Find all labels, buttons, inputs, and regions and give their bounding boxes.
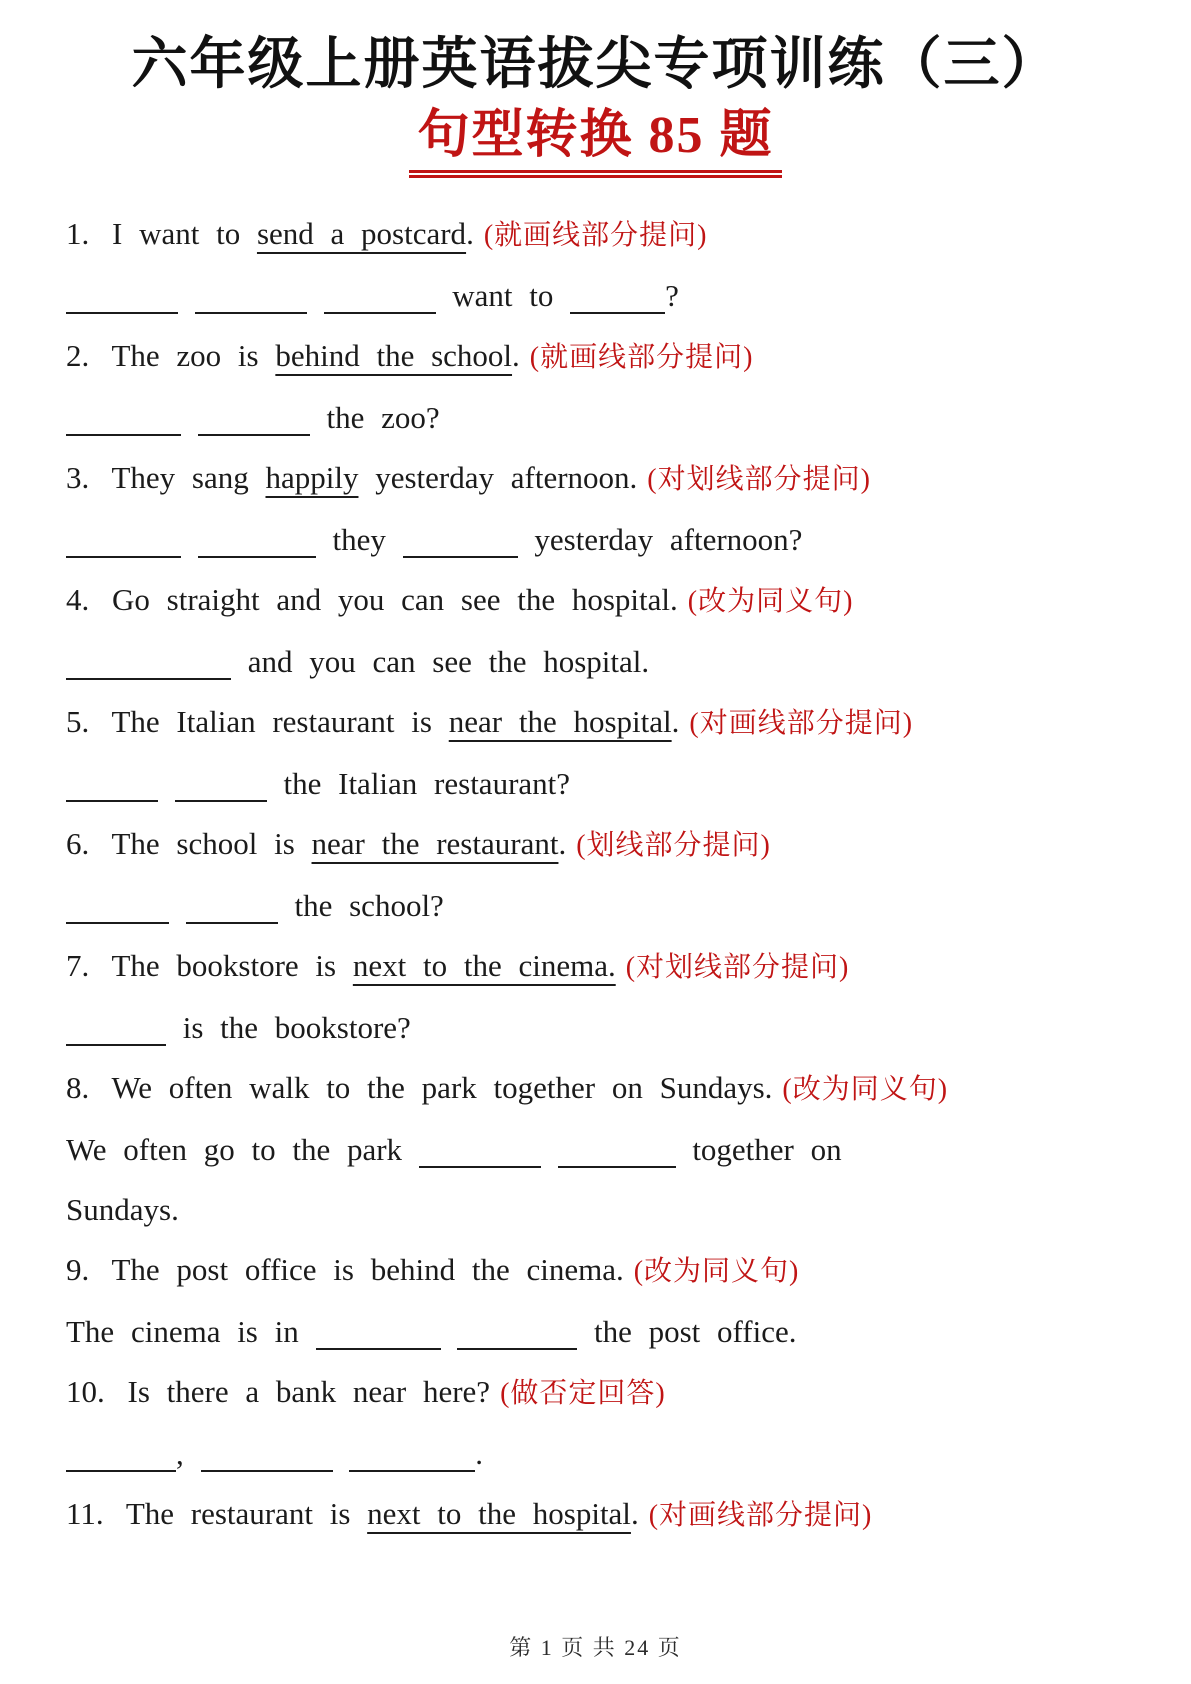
- instruction-note: (改为同义句): [782, 1073, 949, 1105]
- underlined-phrase: send a postcard: [256, 215, 467, 251]
- instruction-note: (做否定回答): [500, 1377, 666, 1409]
- sentence-text: the Italian restaurant?: [283, 765, 571, 801]
- blank-line: [66, 1014, 166, 1046]
- sentence-text: .: [671, 703, 680, 739]
- page-title: 六年级上册英语拔尖专项训练（三）: [131, 34, 1060, 96]
- sentence-text: The post office is behind the cinema.: [111, 1251, 624, 1287]
- answer-line: [66, 998, 1125, 1058]
- underlined-phrase: behind the school: [275, 337, 513, 373]
- instruction-note: (就画线部分提问): [529, 341, 754, 373]
- blank-line: [570, 282, 665, 314]
- sentence-text: Is there a bank near here?: [127, 1373, 491, 1409]
- question-number: 8.: [66, 1069, 90, 1105]
- question-number: 7.: [66, 947, 90, 983]
- sentence-text: The cinema is in: [66, 1313, 299, 1349]
- question-stem: [66, 1240, 1125, 1302]
- blank-line: [66, 526, 181, 558]
- blank-line: [66, 1440, 176, 1472]
- sentence-text: .: [512, 337, 520, 373]
- question-stem: [66, 936, 1125, 998]
- blank-line: [349, 1440, 475, 1472]
- blank-line: [324, 282, 436, 314]
- sentence-text: the post office.: [594, 1313, 797, 1349]
- blank-line: [316, 1318, 441, 1350]
- blank-line: [201, 1440, 333, 1472]
- instruction-note: (对划线部分提问): [647, 463, 871, 495]
- sentence-text: the school?: [294, 887, 444, 923]
- sentence-text: and you can see the hospital.: [247, 643, 650, 679]
- title-block: [0, 0, 1191, 178]
- sentence-text: .: [558, 825, 567, 861]
- question-stem: [66, 692, 1125, 754]
- underlined-phrase: near the restaurant: [311, 825, 559, 861]
- blank-line: [66, 282, 178, 314]
- sentence-text: The zoo is: [111, 337, 276, 373]
- sentence-text: We often walk to the park together on Sundays.: [111, 1069, 773, 1105]
- question-number: 10.: [66, 1373, 105, 1409]
- sentence-text: .: [630, 1495, 639, 1531]
- question-stem: [66, 1484, 1125, 1546]
- page-number-footer: 第 1 页 共 24 页: [509, 1635, 682, 1660]
- blank-line: [66, 892, 169, 924]
- blank-line: [175, 770, 267, 802]
- underlined-phrase: next to the hospital: [367, 1495, 631, 1531]
- answer-line: [66, 1120, 1125, 1180]
- underlined-phrase: happily: [265, 459, 359, 495]
- blank-line: [66, 404, 181, 436]
- answer-line: [66, 388, 1125, 448]
- answer-line: [66, 754, 1125, 814]
- question-stem: [66, 326, 1125, 388]
- question-stem: [66, 1058, 1125, 1120]
- answer-line: [66, 510, 1125, 570]
- blank-line: [403, 526, 518, 558]
- sentence-text: yesterday afternoon.: [358, 459, 638, 495]
- sentence-text: I want to: [112, 215, 257, 251]
- instruction-note: (对划线部分提问): [625, 951, 850, 983]
- answer-line: [66, 266, 1125, 326]
- instruction-note: (对画线部分提问): [648, 1499, 873, 1531]
- question-number: 11.: [66, 1495, 104, 1531]
- question-number: 5.: [66, 703, 90, 739]
- answer-line: [66, 1302, 1125, 1362]
- blank-line: [186, 892, 278, 924]
- blank-line: [457, 1318, 577, 1350]
- question-stem: [66, 1362, 1125, 1424]
- sentence-text: they: [332, 521, 386, 557]
- instruction-note: (改为同义句): [687, 585, 854, 617]
- sentence-text: The Italian restaurant is: [111, 703, 449, 739]
- question-stem: [66, 814, 1125, 876]
- underlined-phrase: near the hospital: [448, 703, 672, 739]
- instruction-note: (对画线部分提问): [689, 707, 914, 739]
- blank-line: [558, 1136, 676, 1168]
- questions: [0, 204, 1191, 1546]
- sentence-text: is the bookstore?: [182, 1009, 411, 1045]
- sentence-text: Sundays.: [66, 1191, 179, 1227]
- subtitle-wrap: [0, 107, 1191, 178]
- blank-line: [198, 404, 310, 436]
- blank-line: [198, 526, 316, 558]
- question-number: 4.: [66, 581, 90, 617]
- answer-line: [66, 632, 1125, 692]
- sentence-text: .: [475, 1435, 483, 1471]
- question-number: 1.: [66, 215, 90, 251]
- question-stem: [66, 570, 1125, 632]
- sentence-text: The bookstore is: [111, 947, 353, 983]
- sentence-text: ,: [176, 1435, 184, 1471]
- sentence-text: yesterday afternoon?: [534, 521, 803, 557]
- instruction-note: (划线部分提问): [576, 829, 771, 861]
- question-number: 3.: [66, 459, 90, 495]
- question-stem: [66, 204, 1125, 266]
- answer-line: [66, 1424, 1125, 1484]
- sentence-text: We often go to the park: [66, 1131, 403, 1167]
- sentence-text: The school is: [111, 825, 312, 861]
- instruction-note: (改为同义句): [633, 1255, 800, 1287]
- sentence-text: They sang: [111, 459, 266, 495]
- underlined-phrase: next to the cinema.: [352, 947, 616, 983]
- blank-line: [66, 648, 231, 680]
- blank-line: [419, 1136, 541, 1168]
- answer-line: [66, 1180, 1125, 1240]
- sentence-text: the zoo?: [326, 399, 440, 435]
- instruction-note: (就画线部分提问): [483, 219, 708, 251]
- question-number: 2.: [66, 337, 90, 373]
- sentence-text: The restaurant is: [125, 1495, 368, 1531]
- question-number: 6.: [66, 825, 90, 861]
- question-number: 9.: [66, 1251, 90, 1287]
- sentence-text: Go straight and you can see the hospital.: [112, 581, 678, 617]
- sentence-text: .: [466, 215, 474, 251]
- question-stem: [66, 448, 1125, 510]
- blank-line: [66, 770, 158, 802]
- sentence-text: want to: [452, 277, 554, 313]
- sentence-text: ?: [665, 277, 679, 313]
- sentence-text: together on: [692, 1131, 842, 1167]
- page-subtitle: 句型转换 85 题: [409, 107, 781, 178]
- blank-line: [195, 282, 307, 314]
- answer-line: [66, 876, 1125, 936]
